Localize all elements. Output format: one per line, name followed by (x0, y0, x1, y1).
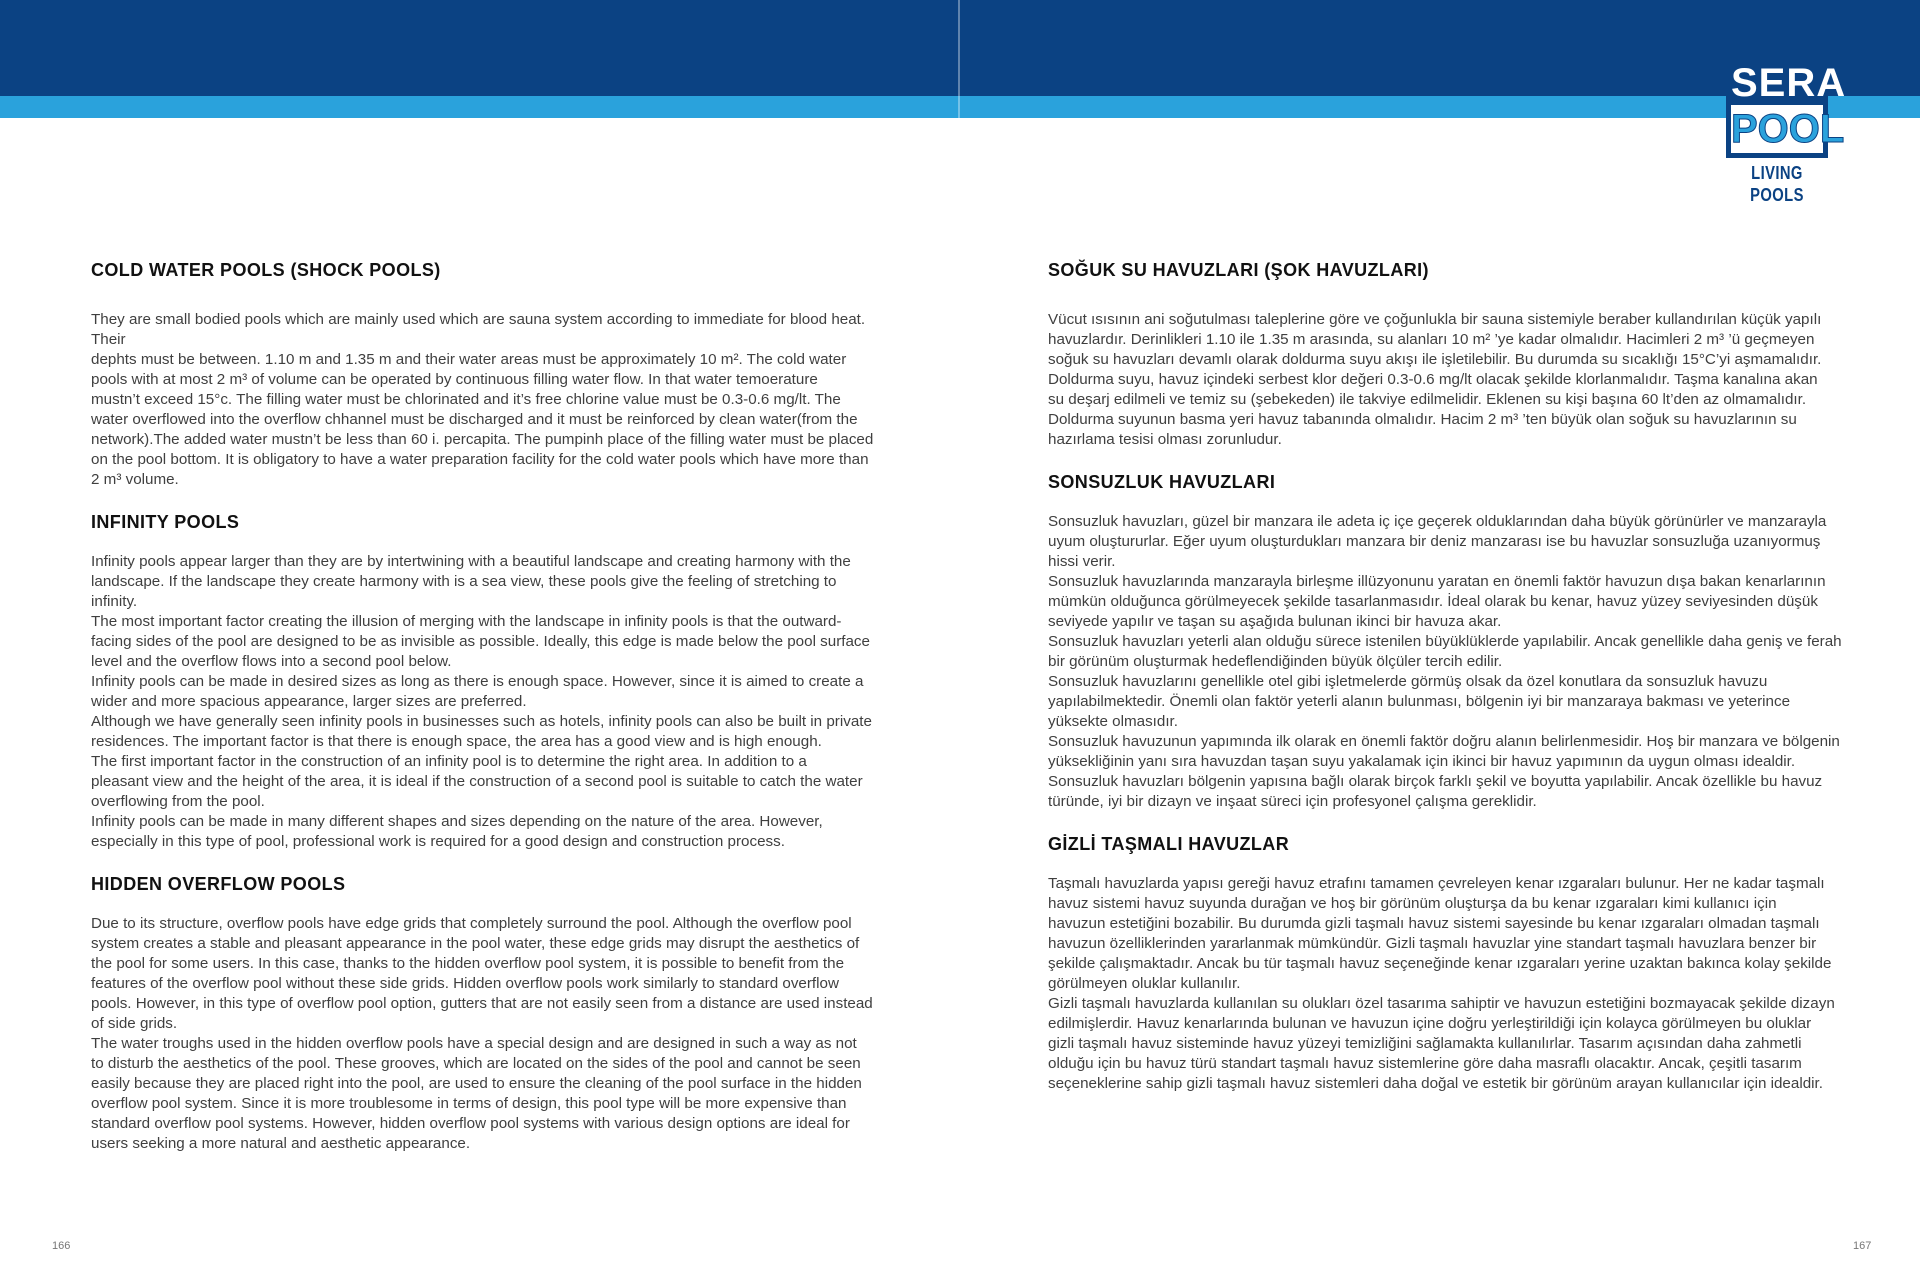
page-number-left: 166 (52, 1240, 71, 1252)
header-band (0, 0, 1920, 96)
left-page-content (91, 258, 874, 1154)
page-number-right: 167 (1853, 1240, 1872, 1252)
header-accent-stripe (0, 96, 1920, 118)
section-title-soguk-su-havuzlari: SOĞUK SU HAVUZLARI (ŞOK HAVUZLARI) (1048, 260, 1429, 280)
right-page-content (1048, 258, 1842, 1094)
brand-logo (1726, 56, 1847, 206)
page-spine (958, 0, 960, 118)
section-body-hidden-overflow-pools: Due to its structure, overflow pools have edge grids that completely surround the pool. Although the overflow pool system creates a stable and pleasant appearance in the pool water, these edge grids may disrupt the aesthetics of the pool for some users. In this case, thanks to the hidden overflow pool system, it is possible to benefit from the features of the overflow pool without these side grids. Hidden overflow pools work similarly to standard overflow pools. However, in this type of overflow pool option, gutters that are not easily seen from a distance are used instead of side grids. The water troughs used in the hidden overflow pools have a special design and are designed in such a way as not to disturb the aesthetics of the pool. These grooves, which are located on the sides of the pool and cannot be seen easily because they are placed right into the pool, are used to ensure the cleaning of the pool surface in the hidden overflow pool system. Since it is more troublesome in terms of design, this pool type will be more expensive than standard overflow pool systems. However, hidden overflow pool systems with various design options are ideal for users seeking a more natural and aesthetic appearance. (91, 915, 873, 1152)
section-body-gizli-tasmali-havuzlar: Taşmalı havuzlarda yapısı gereği havuz etrafını tamamen çevreleyen kenar ızgaraları bulunur. Her ne kadar taşmalı havuz sistemi havuz suyunda durağan ve hoş bir görünüm oluşturşa da bu kenar ızgaraları kimi kullanıcı için havuzun estetiğini bozabilir. Bu durumda gizli taşmalı havuz sistemi sayesinde bu kenar ızgaraları olmadan taşmalı havuzun özelliklerinden yararlanmak mümkündür. Gizli taşmalı havuzlar yine standart taşmalı havuzlara benzer bir şekilde çalışmaktadır. Ancak bu tür taşmalı havuz seçeneğinde kenar ızgaraları yerine uzaktan bakınca kolay şekilde görülmeyen oluklar kullanılır. Gizli taşmalı havuzlarda kullanılan su olukları özel tasarıma sahiptir ve havuzun estetiğini bozmayacak şekilde dizayn edilmişlerdir. Havuz kenarlarında bulunan ve havuzun içine doğru yerleştirildiği için kolayca görülmeyen bu oluklar gizli taşmalı havuz sisteminde havuz yüzeyi temizliğini sağlamakta kullanılırlar. Tasarım açısından daha zahmetli olduğu için bu havuz türü standart taşmalı havuz sistemlerine göre daha masraflı olacaktır. Ancak, çeşitli tasarım seçeneklerine sahip gizli taşmalı havuz sistemleri daha doğal ve estetik bir görünüm arayan kullanıcılar için idealdir. (1048, 875, 1835, 1092)
logo-name-top: SERA (1731, 61, 1847, 105)
section-title-hidden-overflow-pools: HIDDEN OVERFLOW POOLS (91, 874, 346, 894)
section-body-soguk-su-havuzlari: Vücut ısısının ani soğutulması taleplerine göre ve çoğunlukla bir sauna sistemiyle beraber kullandırılan küçük yapılı havuzlardır. Derinlikleri 1.10 ile 1.35 m arasında, su alanları 10 m² ’ye kadar olmalıdır. Hacimleri 2 m³ ’ü geçmeyen soğuk su havuzları devamlı olarak doldurma suyu akışı ile işletilebilir. Bu durumda su sıcaklığı 15°C’yi aşmamalıdır. Doldurma suyu, havuz içindeki serbest klor değeri 0.3-0.6 mg/lt olacak şekilde klorlanmalıdır. Taşma kanalına akan su deşarj edilmeli ve temiz su (şebekeden) ile takviye edilmelidir. Eklenen su kişi başına 60 lt’den az olmamalıdır. Doldurma suyunun basma yeri havuz tabanında olmalıdır. Hacim 2 m³ ’ten büyük olan soğuk su havuzlarının su hazırlama tesisi olması zorunludur. (1048, 311, 1822, 448)
section-title-cold-water-pools: COLD WATER POOLS (SHOCK POOLS) (91, 260, 441, 280)
section-title-gizli-tasmali-havuzlar: GİZLİ TAŞMALI HAVUZLAR (1048, 834, 1290, 854)
section-body-sonsuzluk-havuzlari: Sonsuzluk havuzları, güzel bir manzara ile adeta iç içe geçerek olduklarından daha büyük görünürler ve manzarayla uyum oluştururlar. Eğer uyum oluşturdukları manzara bir deniz manzarası ise bu havuzlar sonsuzluğa uzanıyormuş hissi verir. Sonsuzluk havuzlarında manzarayla birleşme illüzyonunu yaratan en önemli faktör havuzun dışa bakan kenarlarının mümkün olduğunca görülmeyecek şekilde tasarlanmasıdır. İdeal olarak bu kenar, havuz yüzey seviyesinden düşük seviyede yapılır ve taşan su aşağıda bulunan ikinci bir havuza akar. Sonsuzluk havuzları yeterli alan olduğu sürece istenilen büyüklüklerde yapılabilir. Ancak genellikle daha geniş ve ferah bir görünüm oluşturmak hedeflendiğinden büyük ölçüler tercih edilir. Sonsuzluk havuzlarını genellikle otel gibi işletmelerde görmüş olsak da özel konutlara da sonsuzluk havuzu yapılabilmektedir. Önemli olan faktör yeterli alanın bulunması, bölgenin iyi bir manzaraya bakması ve yeterince yüksekte olmasıdır. Sonsuzluk havuzunun yapımında ilk olarak en önemli faktör doğru alanın belirlenmesidir. Hoş bir manzara ve bölgenin yüksekliğinin yanı sıra havuzdan taşan suyu yakalamak için ikinci bir havuz yapımının da uygun olması idealdir. Sonsuzluk havuzları bölgenin yapısına bağlı olarak birçok farklı şekil ve boyutta yapılabilir. Ancak özellikle bu havuz türünde, iyi bir dizayn ve inşaat süreci için profesyonel çalışma gereklidir. (1048, 513, 1842, 810)
logo-tagline: LIVING POOLS (1750, 163, 1804, 205)
logo-box (1726, 56, 1847, 158)
section-title-infinity-pools: INFINITY POOLS (91, 512, 240, 532)
section-body-infinity-pools: Infinity pools appear larger than they are by intertwining with a beautiful landscape and creating harmony with the landscape. If the landscape they create harmony with is a sea view, these pools give the feeling of stretching to infinity. The most important factor creating the illusion of merging with the landscape in infinity pools is that the outward- facing sides of the pool are designed to be as invisible as possible. Ideally, this edge is made below the pool surface level and the overflow flows into a second pool below. Infinity pools can be made in desired sizes as long as there is enough space. However, since it is aimed to create a wider and more spacious appearance, larger sizes are preferred. Although we have generally seen infinity pools in businesses such as hotels, infinity pools can also be built in private residences. The important factor is that there is enough space, the area has a good view and is high enough. The first important factor in the construction of an infinity pool is to determine the right area. In addition to a pleasant view and the height of the area, it is ideal if the construction of a second pool is suitable to catch the water overflowing from the pool. Infinity pools can be made in many different shapes and sizes depending on the nature of the area. However, especially in this type of pool, professional work is required for a good design and construction process. (91, 553, 872, 850)
section-body-cold-water-pools: They are small bodied pools which are mainly used which are sauna system according to immediate for blood heat. Their dephts must be between. 1.10 m and 1.35 m and their water areas must be approximately 10 m². The cold water pools with at most 2 m³ of volume can be operated by continuous filling water flow. In that water temoerature mustn’t exceed 15°c. The filling water must be chlorinated and it’s free chlorine value must be 0.3-0.6 mg/lt. The water overflowed into the overflow chhannel must be discharged and it must be reinforced by clean water(from the network).The added water mustn’t be less than 60 i. percapita. The pumpinh place of the filling water must be placed on the pool bottom. It is obligatory to have a water preparation facility for the cold water pools which have more than 2 m³ volume. (91, 311, 874, 488)
section-title-sonsuzluk-havuzlari: SONSUZLUK HAVUZLARI (1048, 472, 1276, 492)
logo-name-bottom: POOL (1731, 107, 1845, 151)
